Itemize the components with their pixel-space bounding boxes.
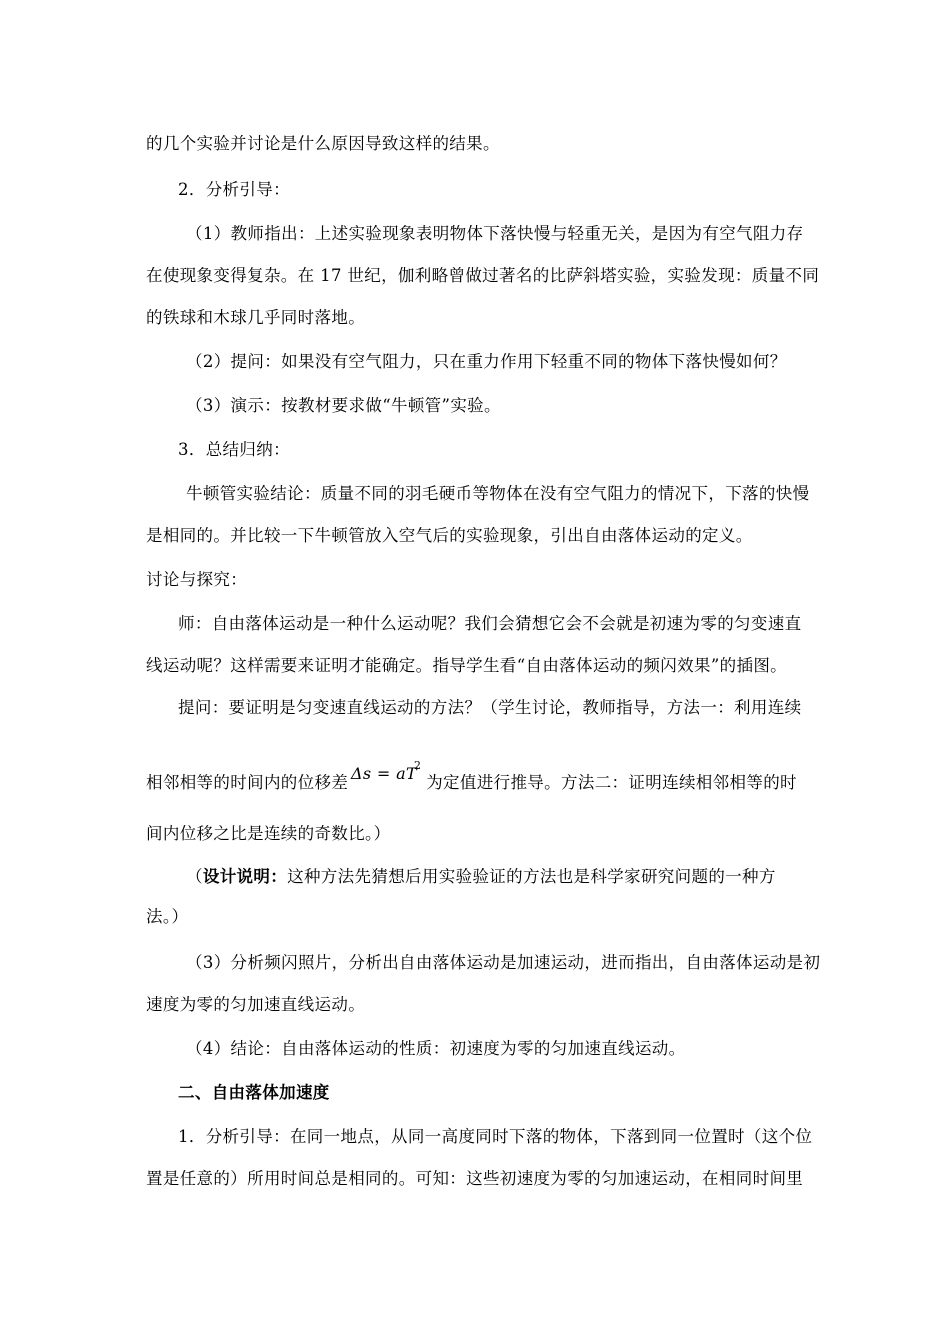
design-note-text: 这种方法先猜想后用实验验证的方法也是科学家研究问题的一种方 (287, 867, 776, 886)
section-title: 二、自由落体加速度 (178, 1083, 330, 1102)
design-note-open-paren: （ (186, 867, 203, 886)
paragraph-line: 在使现象变得复杂。在 17 世纪，伽利略曾做过著名的比萨斜塔实验，实验发现：质量不同 (146, 266, 820, 285)
formula-line-before: 相邻相等的时间内的位移差 (146, 773, 349, 792)
paragraph-line: 线运动呢？这样需要来证明才能确定。指导学生看“自由落体运动的频闪效果”的插图。 (146, 656, 788, 675)
paragraph-line: 牛顿管实验结论：质量不同的羽毛硬币等物体在没有空气阻力的情况下，下落的快慢 (186, 484, 810, 503)
paragraph-line: （4）结论：自由落体运动的性质：初速度为零的匀加速直线运动。 (186, 1039, 686, 1058)
paragraph-line: （3）分析频闪照片，分析出自由落体运动是加速运动，进而指出，自由落体运动是初 (186, 953, 821, 972)
paragraph-line: 1．分析引导：在同一地点，从同一高度同时下落的物体，下落到同一位置时（这个位 (178, 1127, 813, 1146)
paragraph-line: 的铁球和木球几乎同时落地。 (146, 308, 366, 327)
design-note-label: 设计说明： (202, 867, 288, 886)
paragraph-line: 速度为零的匀加速直线运动。 (146, 995, 366, 1014)
discussion-heading: 讨论与探究： (146, 570, 248, 589)
paragraph-line: 法。） (146, 907, 189, 926)
displacement-formula (350, 760, 424, 788)
paragraph-line: 提问：要证明是匀变速直线运动的方法？（学生讨论，教师指导，方法一：利用连续 (178, 698, 802, 717)
formula-image (350, 760, 424, 788)
formula-line (146, 760, 797, 794)
paragraph-line: 间内位移之比是连续的奇数比。） (146, 824, 391, 843)
paragraph-line: 置是任意的）所用时间总是相同的。可知：这些初速度为零的匀加速运动，在相同时间里 (146, 1169, 804, 1188)
formula-exponent: 2 (414, 760, 422, 772)
paragraph-line: 的几个实验并讨论是什么原因导致这样的结果。 (146, 134, 500, 153)
formula-text: Δs = aT (351, 764, 418, 783)
paragraph-line: 是相同的。并比较一下牛顿管放入空气后的实验现象，引出自由落体运动的定义。 (146, 526, 753, 545)
section-heading: 3．总结归纳： (178, 440, 290, 459)
formula-line-after: 为定值进行推导。方法二：证明连续相邻相等的时 (426, 773, 797, 792)
paragraph-line: （3）演示：按教材要求做“牛顿管”实验。 (186, 396, 501, 415)
design-note-line (186, 866, 776, 888)
paragraph-line: 师：自由落体运动是一种什么运动呢？我们会猜想它会不会就是初速为零的匀变速直 (178, 614, 802, 633)
paragraph-line: （1）教师指出：上述实验现象表明物体下落快慢与轻重无关，是因为有空气阻力存 (186, 224, 804, 243)
paragraph-line: （2）提问：如果没有空气阻力，只在重力作用下轻重不同的物体下落快慢如何？ (186, 352, 787, 371)
section-heading: 2．分析引导： (178, 180, 290, 199)
